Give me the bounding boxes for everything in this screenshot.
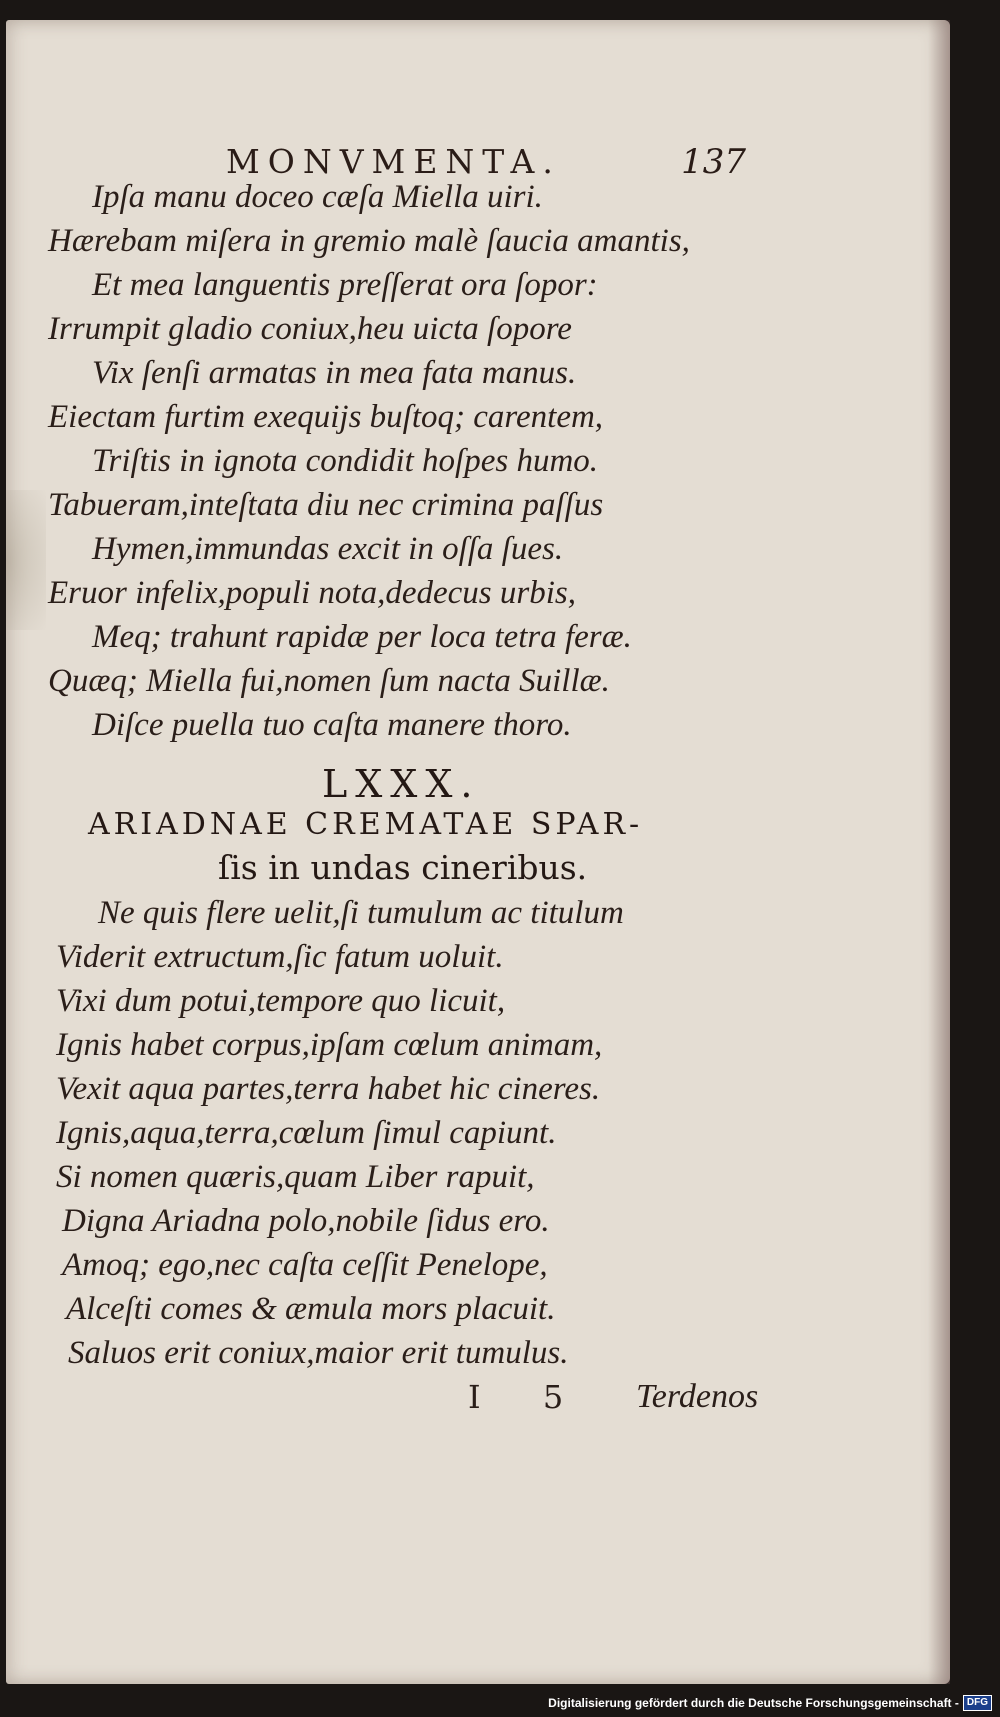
verse-line: Vexit aqua partes,terra habet hic cineres. [56,1071,601,1107]
paper-stain [6,490,46,630]
signature-mark: I 5 [468,1378,590,1416]
verse-line: Si nomen quæris,quam Liber rapuit, [56,1159,535,1195]
verse-line: Irrumpit gladio coniux,heu uicta ſopore [48,311,572,347]
footer-credit-text: Digitalisierung gefördert durch die Deutsche Forschungsgemeinschaft - [548,1696,959,1710]
verse-line: Alceſti comes & æmula mors placuit. [66,1291,556,1327]
book-page [6,20,950,1684]
page-gutter-shadow [928,20,950,1684]
verse-line: Triſtis in ignota condidit hoſpes humo. [92,443,599,479]
verse-line: Ignis habet corpus,ipſam cœlum animam, [56,1027,603,1063]
section-numeral: LXXX. [322,762,481,806]
verse-line: Eruor infelix,populi nota,dedecus urbis, [48,575,576,611]
catchword: Terdenos [636,1378,759,1415]
verse-line: Quæq; Miella fui,nomen ſum nacta Suillæ. [48,663,610,699]
verse-line: Vixi dum potui,tempore quo licuit, [56,983,506,1019]
verse-line: Viderit extructum,ſic fatum uoluit. [56,939,504,975]
verse-line: Ne quis flere uelit,ſi tumulum ac titulum [98,895,624,931]
verse-line: Amoq; ego,nec caſta ceſſit Penelope, [62,1247,548,1283]
verse-line: Diſce puella tuo caſta manere thoro. [92,707,572,743]
section-heading: ARIADNAE CREMATAE SPAR- [88,807,644,842]
verse-line: Tabueram,inteſtata diu nec crimina paſſus [48,487,604,523]
verse-line: Ipſa manu doceo cæſa Miella uiri. [92,179,543,215]
verse-line: Digna Ariadna polo,nobile ſidus ero. [62,1203,550,1239]
verse-line: Ignis,aqua,terra,cœlum ſimul capiunt. [56,1115,557,1151]
page-number: 137 [681,142,746,182]
running-title: MONVMENTA. [226,142,561,181]
verse-line: Et mea languentis preſſerat ora ſopor: [92,267,598,303]
verse-line: Vix ſenſi armatas in mea fata manus. [92,355,577,391]
verse-line: Eiectam furtim exequijs buſtoq; carentem, [48,399,604,435]
verse-line: Meq; trahunt rapidæ per loca tetra feræ. [92,619,632,655]
dfg-logo-icon: DFG [963,1695,992,1711]
verse-line: Saluos erit coniux,maior erit tumulus. [68,1335,569,1371]
section-subheading: ſis in undas cineribus. [218,848,588,887]
verse-line: Hærebam miſera in gremio malè ſaucia amantis, [48,223,690,259]
digitization-footer [548,1691,992,1715]
verse-line: Hymen,immundas excit in oſſa ſues. [92,531,564,567]
